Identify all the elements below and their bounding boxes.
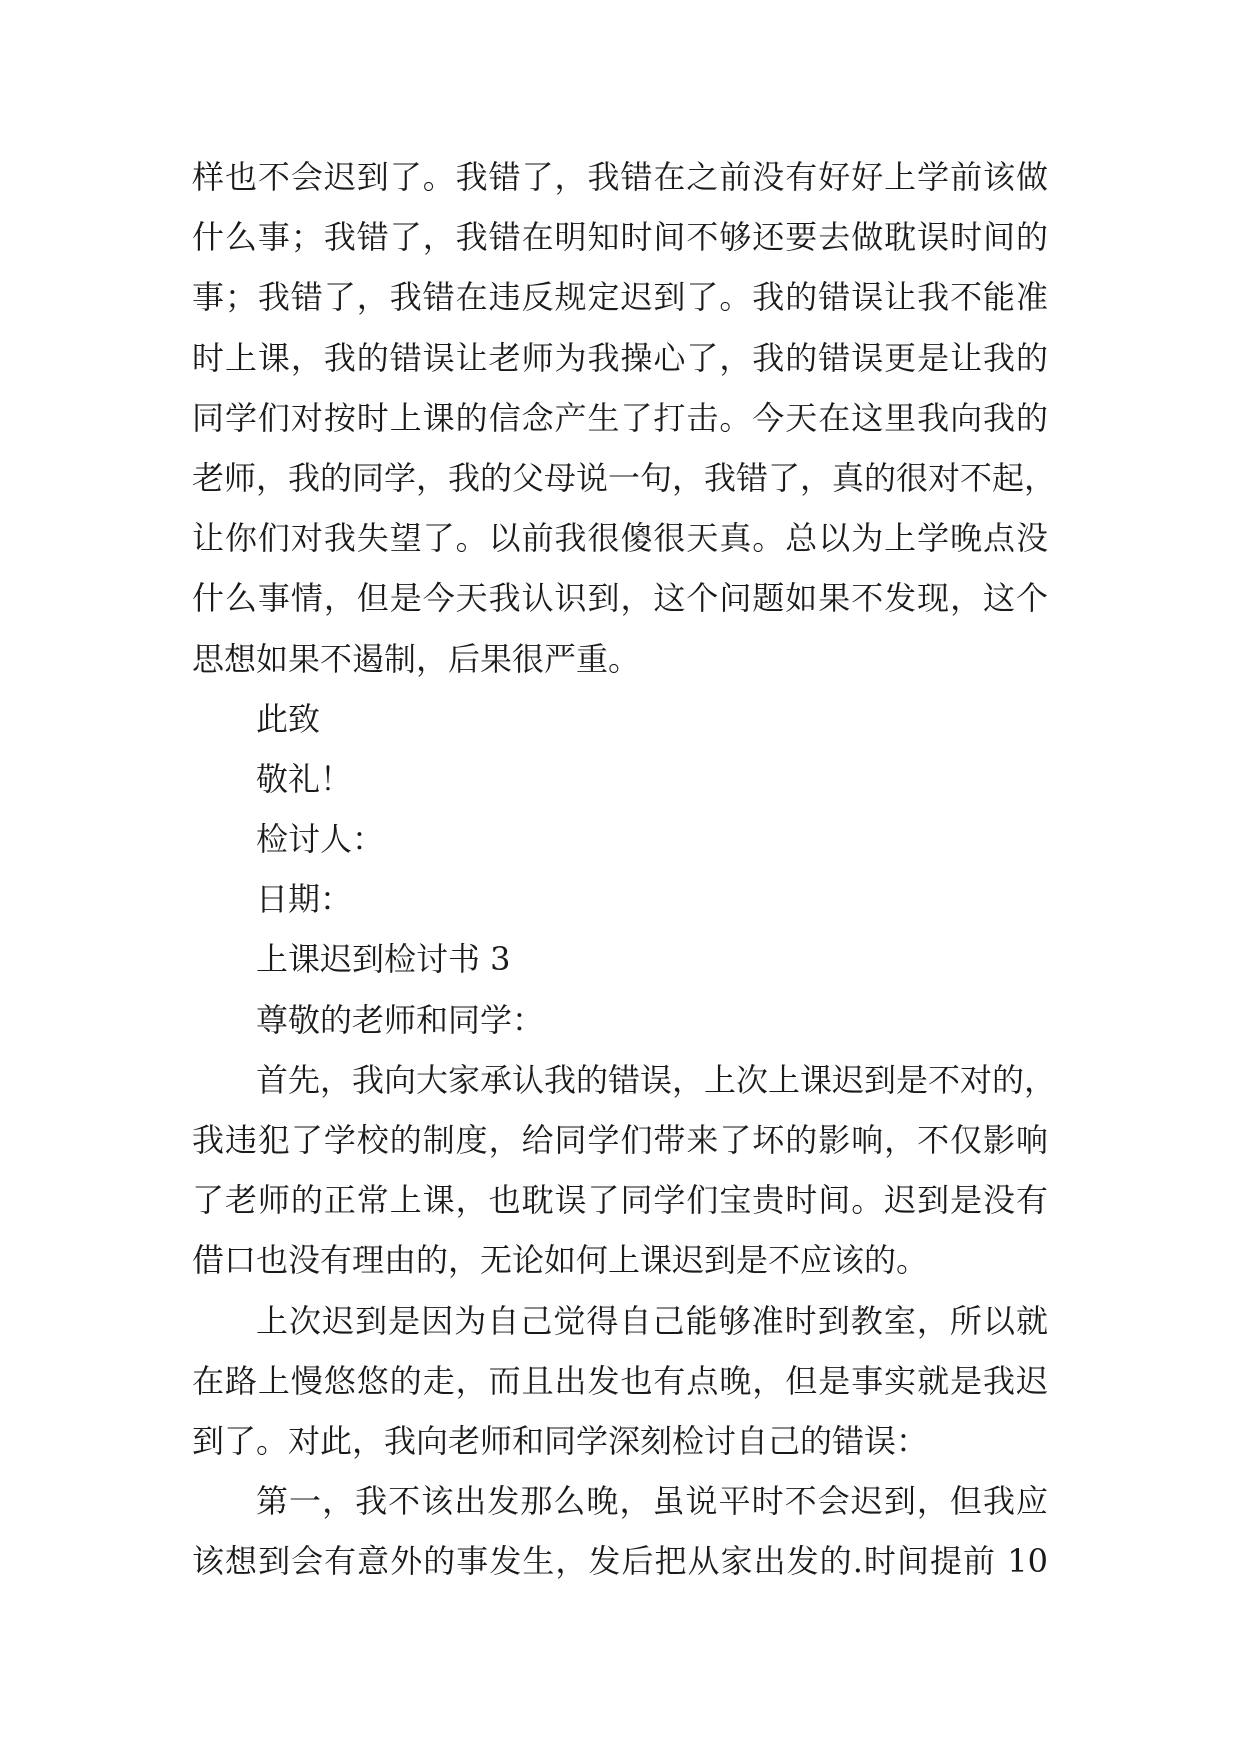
text-line: 该想到会有意外的事发生，发后把从家出发的.时间提前 10: [192, 1542, 1048, 1581]
document-body: [192, 158, 1057, 1603]
text-line: 同学们对按时上课的信念产生了打击。今天在这里我向我的: [192, 398, 1048, 437]
text-line: 首先，我向大家承认我的错误，上次上课迟到是不对的，: [256, 1060, 1057, 1099]
signer-label: 检讨人：: [256, 820, 385, 859]
text-line: 什么事情，但是今天我认识到，这个问题如果不发现，这个: [192, 579, 1048, 618]
date-label: 日期：: [256, 880, 353, 919]
text-line: 什么事；我错了，我错在明知时间不够还要去做耽误时间的: [192, 218, 1048, 257]
greeting: 尊敬的老师和同学：: [256, 1000, 545, 1039]
text-line: 了老师的正常上课，也耽误了同学们宝贵时间。迟到是没有: [192, 1181, 1048, 1220]
closing-salutation: 此致: [256, 699, 321, 738]
text-line: 思想如果不遏制，后果很严重。: [192, 639, 641, 678]
text-line: 在路上慢悠悠的走，而且出发也有点晚，但是事实就是我迟: [192, 1361, 1048, 1400]
text-line: 老师，我的同学，我的父母说一句，我错了，真的很对不起，: [192, 458, 1057, 497]
text-line: 上次迟到是因为自己觉得自己能够准时到教室，所以就: [256, 1301, 1048, 1340]
text-line: 事；我错了，我错在违反规定迟到了。我的错误让我不能准: [192, 278, 1048, 317]
text-line: 让你们对我失望了。以前我很傻很天真。总以为上学晚点没: [192, 519, 1048, 558]
text-line: 借口也没有理由的，无论如何上课迟到是不应该的。: [192, 1241, 929, 1280]
text-line: 时上课，我的错误让老师为我操心了，我的错误更是让我的: [192, 338, 1048, 377]
closing-regards: 敬礼！: [256, 759, 353, 798]
text-line: 第一，我不该出发那么晚，虽说平时不会迟到，但我应: [256, 1482, 1048, 1521]
text-line: 到了。对此，我向老师和同学深刻检讨自己的错误：: [192, 1421, 929, 1460]
text-line: 样也不会迟到了。我错了，我错在之前没有好好上学前该做: [192, 158, 1048, 196]
section-title: 上课迟到检讨书 3: [256, 940, 511, 979]
text-line: 我违犯了学校的制度，给同学们带来了坏的影响，不仅影响: [192, 1121, 1048, 1159]
